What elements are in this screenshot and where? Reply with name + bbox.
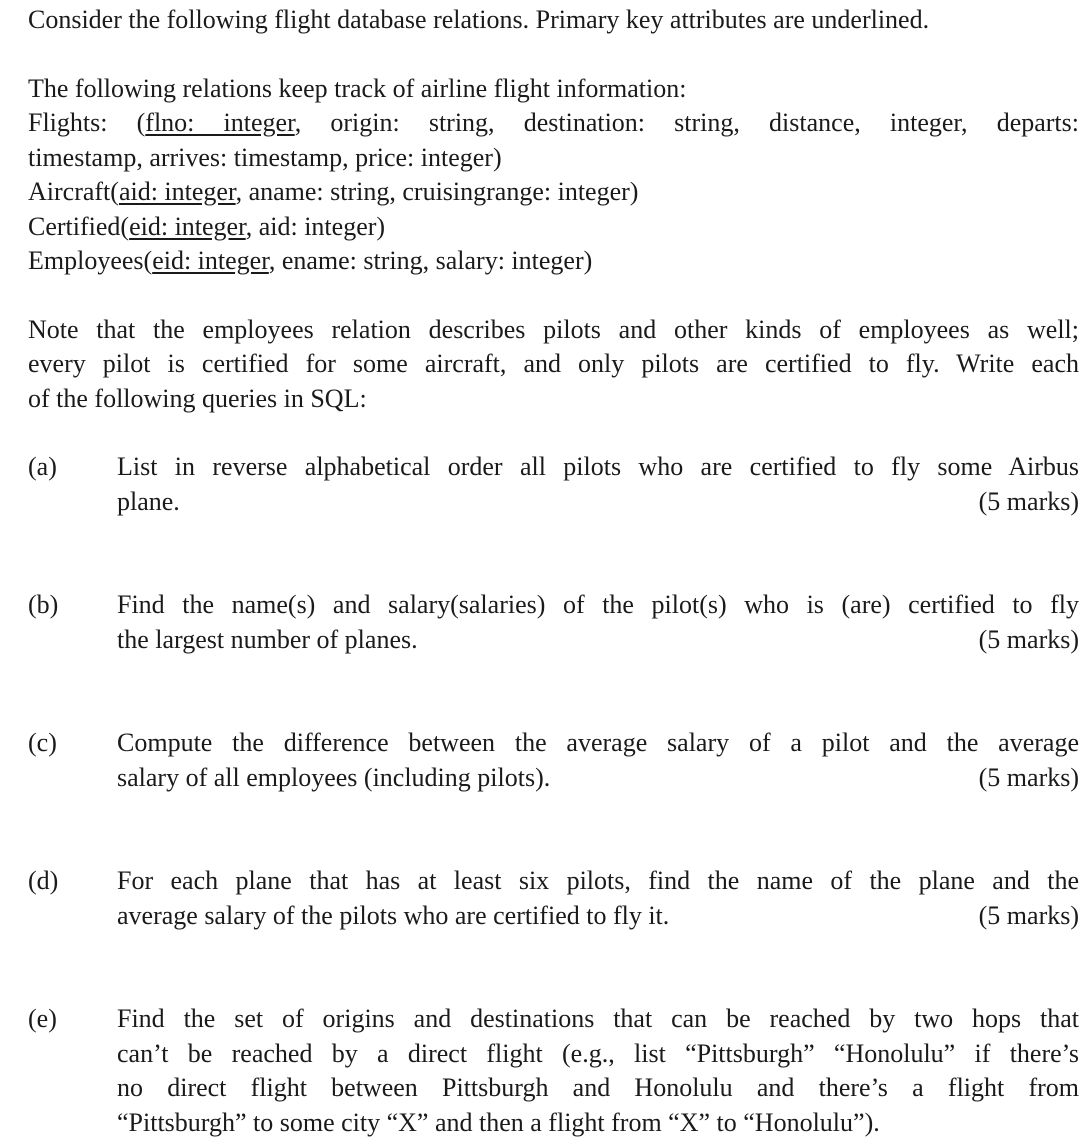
question-label: (e) [28, 1004, 57, 1033]
intro-text: Consider the following flight database relations. Primary key attributes are underlined. [28, 5, 930, 34]
question-b [28, 588, 1079, 657]
flights-prefix: Flights: ( [28, 108, 146, 137]
question-label: (b) [28, 590, 59, 619]
flights-attributes-1: , origin: string, destination: string, distance, integer, departs: [294, 108, 1079, 137]
question-text-line-2: plane. [117, 486, 180, 516]
employees-prefix: Employees( [28, 246, 153, 275]
question-text-line-1: Find the set of origins and destinations that can be reached by two hops that [117, 1004, 1079, 1033]
flights-primary-key: flno: integer [145, 108, 295, 137]
question-a [28, 450, 1079, 519]
certified-prefix: Certified( [28, 211, 130, 241]
question-marks: (5 marks) [978, 486, 1079, 516]
document-page [28, 3, 1079, 1140]
question-text-line-2: the largest number of planes. [117, 624, 418, 654]
question-e [28, 1002, 1079, 1140]
question-text-line-1: Find the name(s) and salary(salaries) of the pilot(s) who is (are) certified to fly [117, 590, 1079, 619]
schema-block [28, 72, 1079, 279]
note-paragraph [28, 313, 1079, 417]
certified-attributes: , aid: integer) [245, 211, 386, 241]
question-marks: (5 marks) [978, 900, 1079, 930]
employees-relation [28, 244, 1079, 279]
question-text-line-4: “Pittsburgh” to some city “X” and then a flight from “X” to “Honolulu”). [117, 1107, 880, 1137]
flights-relation [28, 106, 1079, 141]
question-d [28, 864, 1079, 933]
question-text-line-3: no direct flight between Pittsburgh and Honolulu and there’s a flight from [117, 1073, 1079, 1102]
question-marks: (5 marks) [978, 762, 1079, 792]
schema-heading: The following relations keep track of airline flight information: [28, 73, 687, 103]
question-text-line-1: Compute the difference between the average salary of a pilot and the average [117, 728, 1079, 757]
note-line-3: of the following queries in SQL: [28, 383, 367, 413]
question-text-line-1: List in reverse alphabetical order all pilots who are certified to fly some Airbus [117, 452, 1079, 481]
aircraft-attributes: , aname: string, cruisingrange: integer) [235, 177, 639, 206]
employees-attributes: , ename: string, salary: integer) [268, 246, 593, 275]
question-label: (c) [28, 728, 57, 757]
note-line-1: Note that the employees relation describes pilots and other kinds of employees as well; [28, 314, 1079, 344]
aircraft-relation [28, 175, 1079, 210]
note-line-2: every pilot is certified for some aircraft, and only pilots are certified to fly. Write each [28, 349, 1079, 378]
question-marks: (5 marks) [978, 624, 1079, 654]
aircraft-prefix: Aircraft( [28, 177, 119, 206]
flights-relation-cont: timestamp, arrives: timestamp, price: integer) [28, 142, 502, 172]
question-text-line-2: can’t be reached by a direct flight (e.g., list “Pittsburgh” “Honolulu” if there’s [117, 1038, 1079, 1068]
question-c [28, 726, 1079, 795]
employees-primary-key: eid: integer [152, 246, 269, 275]
question-text-line-2: salary of all employees (including pilots). [117, 762, 551, 792]
certified-relation [28, 210, 1079, 245]
question-text-line-1: For each plane that has at least six pilots, find the name of the plane and the [117, 866, 1079, 895]
certified-primary-key: eid: integer [129, 211, 246, 241]
aircraft-primary-key: aid: integer [118, 177, 236, 206]
question-label: (a) [28, 452, 57, 481]
question-text-line-2: average salary of the pilots who are certified to fly it. [117, 900, 670, 930]
question-label: (d) [28, 866, 59, 895]
